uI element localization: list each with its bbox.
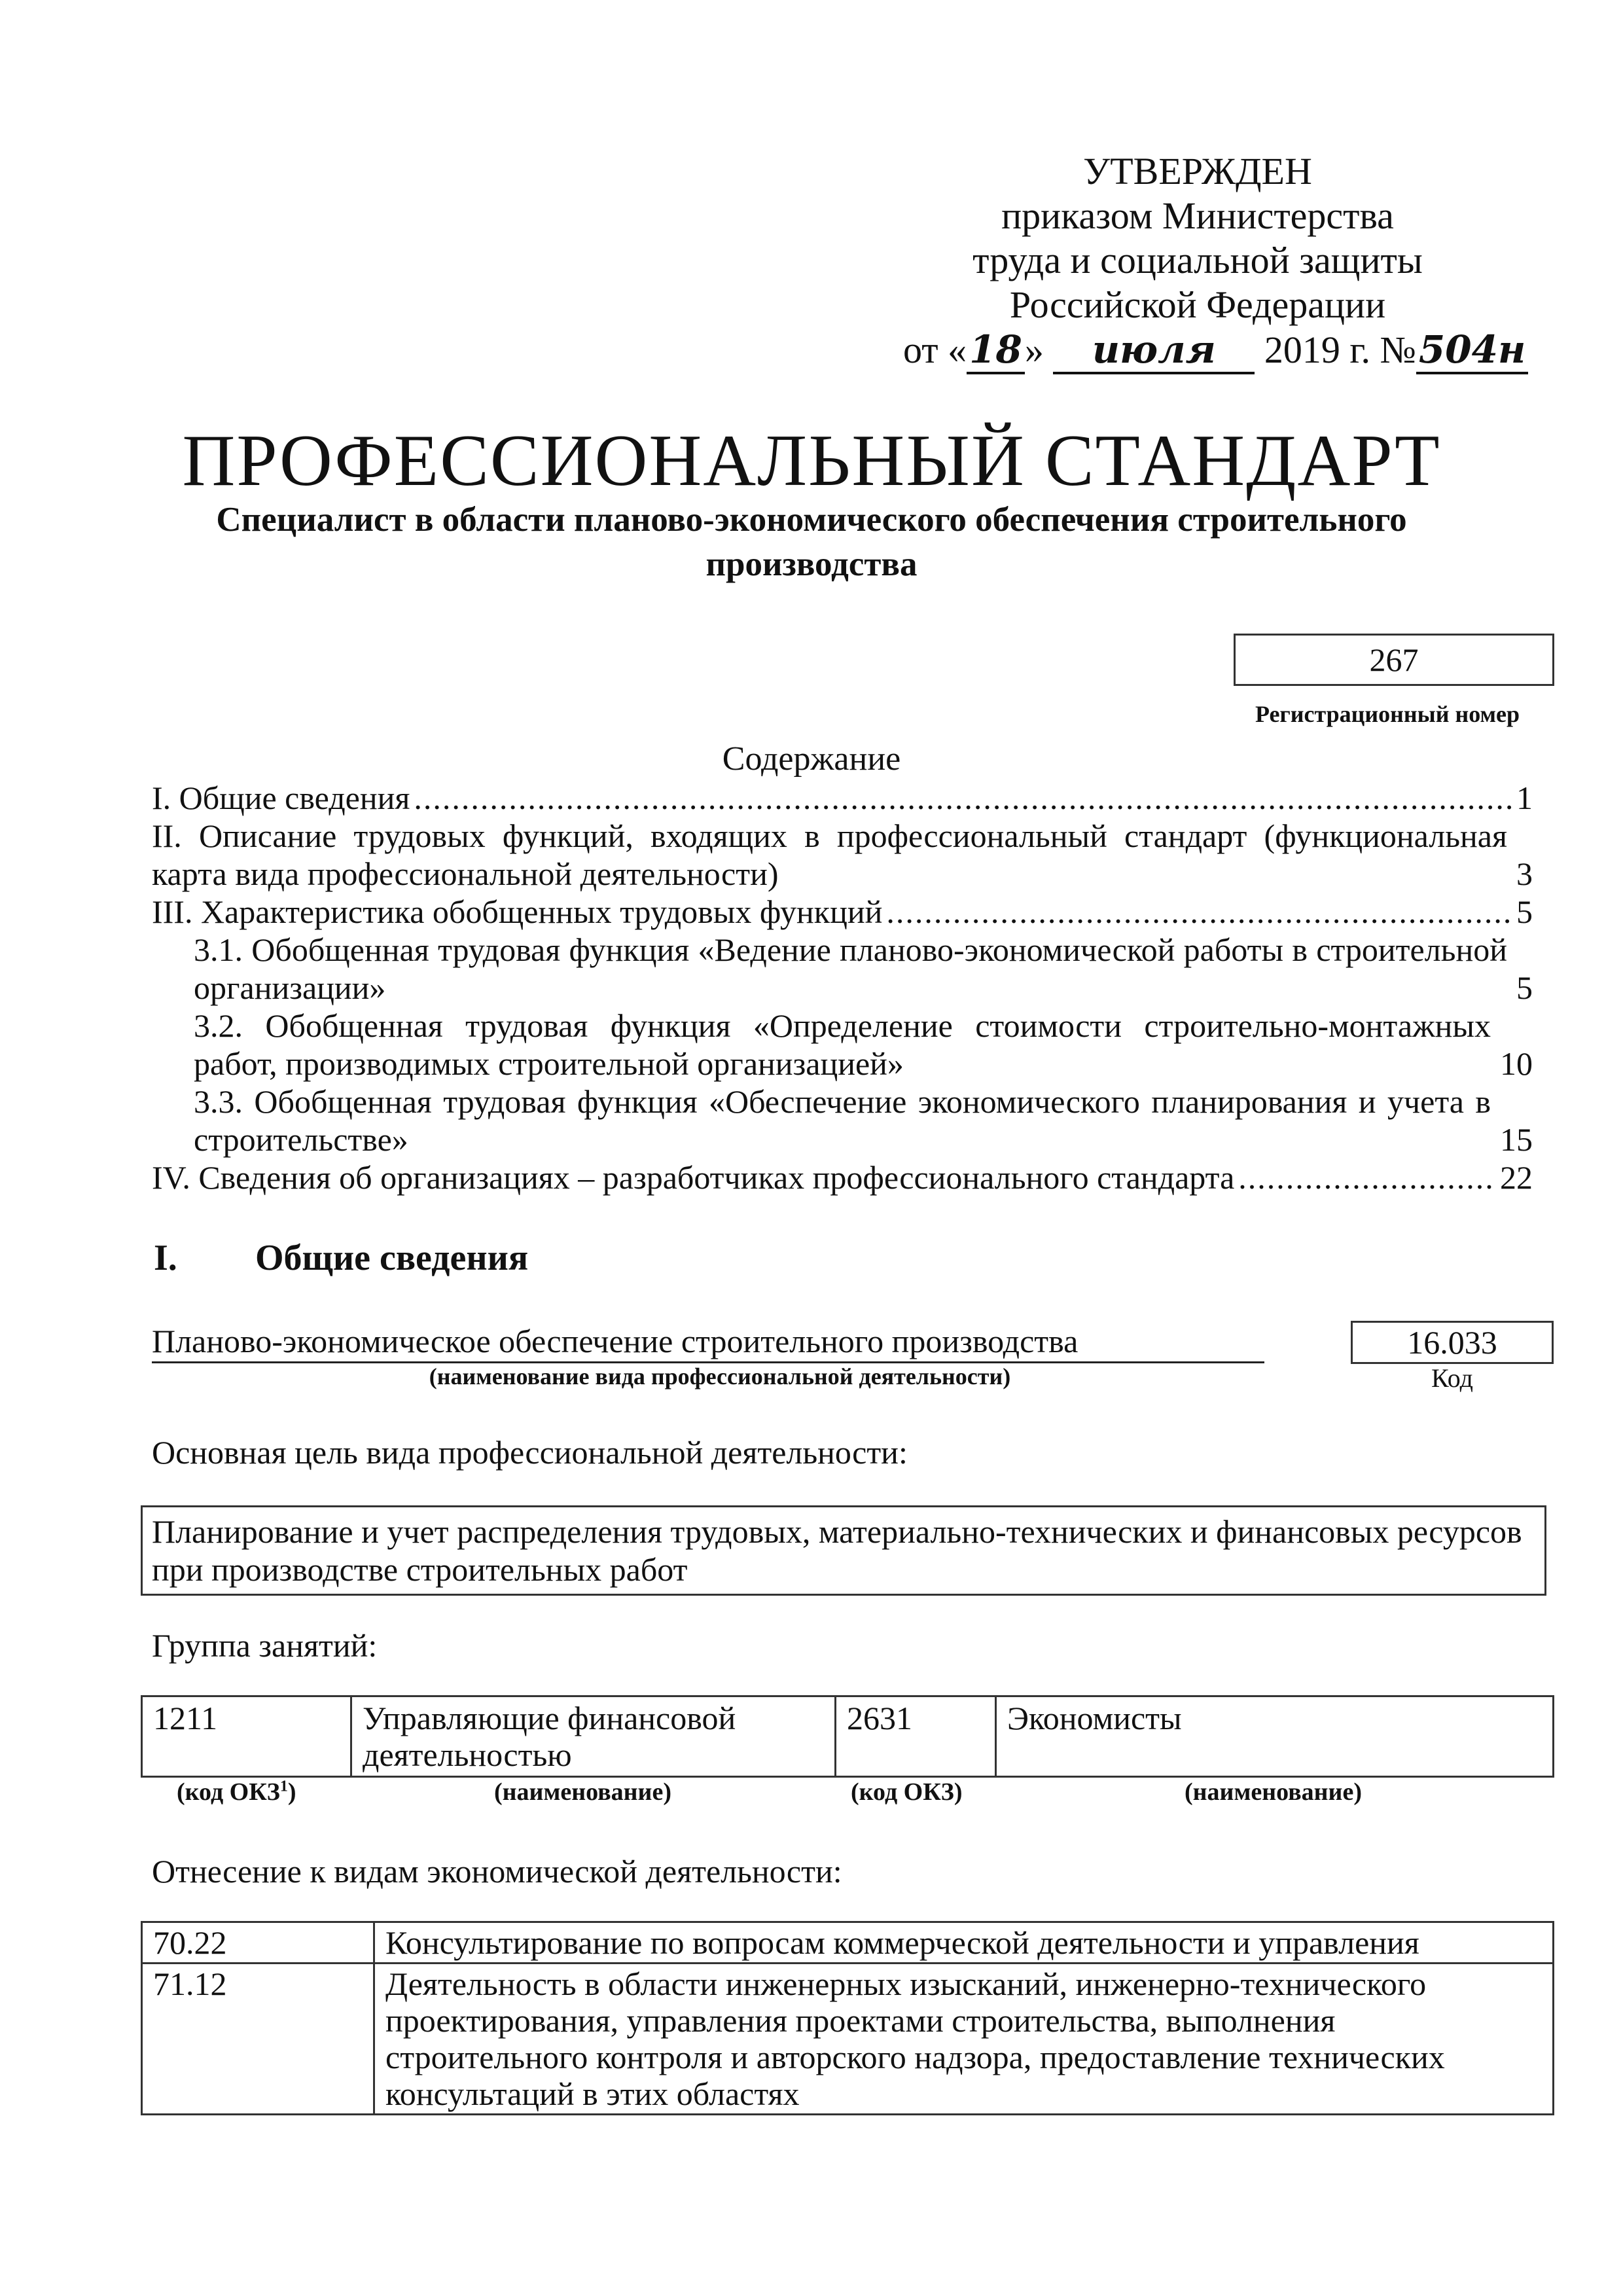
date-day-handwritten: 18 [967, 327, 1025, 374]
date-mid: » [1024, 329, 1044, 371]
economic-activity-table [141, 1921, 1554, 2115]
occupation-group-table [141, 1695, 1554, 1778]
toc-leader-dots [1238, 1158, 1496, 1196]
toc-entry-page: 10 [1500, 1045, 1533, 1082]
econ-code-cell: 70.22 [142, 1922, 374, 1964]
table-row [142, 1964, 1554, 2115]
approval-line-1: приказом Министерства [1001, 194, 1394, 237]
toc-entry[interactable] [152, 1158, 1533, 1196]
activity-code-caption: Код [1431, 1363, 1473, 1393]
document-subtitle: Специалист в области планово-экономического обеспечения строительного производства [216, 501, 1407, 583]
group-caption-name-2: (наименование) [1185, 1778, 1362, 1806]
toc-title: Содержание [722, 740, 901, 778]
toc-entry[interactable] [152, 931, 1533, 1007]
econ-name-cell: Консультирование по вопросам коммерческой деятельности и управления [374, 1922, 1554, 1964]
group-name-cell: Управляющие финансовой деятельностью [351, 1696, 836, 1777]
approval-line-2: труда и социальной защиты [972, 239, 1423, 281]
approval-block [903, 149, 1526, 374]
toc-entry-text: IV. Сведения об организациях – разработчиках профессионального стандарта [152, 1159, 1235, 1196]
toc-entry-page: 15 [1500, 1121, 1533, 1158]
order-number-handwritten: 504н [1416, 327, 1528, 374]
toc-entry[interactable] [152, 817, 1533, 893]
date-year: 2019 г. № [1264, 329, 1416, 371]
activity-code-box: 16.033 [1351, 1321, 1554, 1364]
econ-label: Отнесение к видам экономической деятельности: [152, 1853, 842, 1890]
toc-entry-text: III. Характеристика обобщенных трудовых функций [152, 893, 883, 930]
toc-entry[interactable] [152, 779, 1533, 817]
group-name-cell: Экономисты [996, 1696, 1554, 1777]
toc-entry-page: 5 [1516, 969, 1533, 1006]
group-label: Группа занятий: [152, 1627, 378, 1664]
group-caption-name-1: (наименование) [494, 1778, 671, 1806]
date-prefix: от « [903, 329, 967, 371]
section-title: Общие сведения [255, 1238, 529, 1278]
toc-entry-page: 5 [1516, 893, 1533, 930]
toc-entry-text: 3.1. Обобщенная трудовая функция «Ведение планово-экономической работы в строительной организации» [194, 931, 1507, 1006]
toc-entry-page: 3 [1516, 855, 1533, 892]
registration-number-box: 267 [1234, 634, 1554, 686]
activity-caption: (наименование вида профессиональной деятельности) [429, 1363, 1011, 1390]
econ-name-cell: Деятельность в области инженерных изысканий, инженерно-технического проектирования, управления проектами строительства, выполнения строительного контроля и авторского надзора, предоставление технических консультаций в этих областях [374, 1964, 1554, 2115]
section-number: I. [154, 1238, 177, 1278]
approval-line-3: Российской Федерации [1009, 283, 1386, 326]
econ-code-cell: 71.12 [142, 1964, 374, 2115]
table-row [142, 1922, 1554, 1964]
group-code-cell: 2631 [836, 1696, 996, 1777]
toc-entry-text: II. Описание трудовых функций, входящих в профессиональный стандарт (функциональная карта вида профессиональной деятельности) [152, 817, 1507, 892]
goal-box: Планирование и учет распределения трудовых, материально-технических и финансовых ресурсов при производстве строительных работ [141, 1505, 1546, 1596]
activity-name: Планово-экономическое обеспечение строительного производства [152, 1322, 1264, 1363]
toc-entry-text: 3.2. Обобщенная трудовая функция «Определение стоимости строительно-монтажных работ, производимых строительной организацией» [194, 1007, 1491, 1082]
registration-caption: Регистрационный номер [1255, 701, 1520, 727]
table-of-contents [152, 779, 1533, 1196]
table-row [142, 1696, 1554, 1777]
toc-entry[interactable] [152, 1007, 1533, 1083]
goal-label: Основная цель вида профессиональной деятельности: [152, 1434, 908, 1471]
toc-entry-text: I. Общие сведения [152, 780, 410, 816]
group-caption-code-1: (код ОКЗ$^1$) [177, 1778, 296, 1806]
group-caption-code-2: (код ОКЗ) [851, 1778, 963, 1806]
toc-leader-dots [886, 893, 1512, 931]
toc-entry[interactable] [152, 1083, 1533, 1158]
approval-date-line [903, 327, 1526, 374]
toc-entry-text: 3.3. Обобщенная трудовая функция «Обеспечение экономического планирования и учета в строительстве» [194, 1083, 1491, 1158]
toc-entry[interactable] [152, 893, 1533, 931]
group-code-cell: 1211 [142, 1696, 351, 1777]
toc-entry-page: 22 [1500, 1159, 1533, 1196]
date-month-handwritten: июля [1053, 327, 1255, 374]
approval-heading: УТВЕРЖДЕН [1083, 150, 1312, 192]
toc-leader-dots [414, 779, 1512, 817]
document-title: ПРОФЕССИОНАЛЬНЫЙ СТАНДАРТ [182, 420, 1441, 501]
toc-entry-page: 1 [1516, 780, 1533, 816]
